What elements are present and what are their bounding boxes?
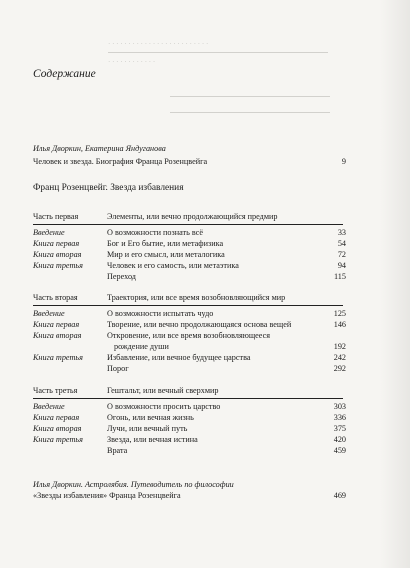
entry-page: 242 <box>333 353 346 362</box>
entry-page: 146 <box>333 320 346 329</box>
entry-page: 72 <box>337 250 346 259</box>
entry-page: 459 <box>333 446 346 455</box>
show-through-rule <box>108 52 328 53</box>
entry-page: 336 <box>333 413 346 422</box>
entry-page: 125 <box>333 309 346 318</box>
entry-page: 192 <box>333 342 346 351</box>
entry-label: Книга первая <box>33 413 80 422</box>
entry-text: Врата <box>107 446 128 455</box>
entry-page: 375 <box>333 424 346 433</box>
entry-text-continued: рождение души <box>114 342 169 351</box>
entry-text: Творение, или вечно продолжающаяся основа вещей <box>107 320 292 329</box>
intro-page: 9 <box>341 157 346 166</box>
entry-page: 115 <box>334 272 346 281</box>
page-title: Содержание <box>33 68 96 80</box>
entry-text: О возможности познать всё <box>107 228 203 237</box>
entry-label: Введение <box>33 402 65 411</box>
entry-label: Книга первая <box>33 320 80 329</box>
entry-label: Книга третья <box>33 353 83 362</box>
entry-text: Избавление, или вечное будущее царства <box>107 353 251 362</box>
entry-text: Порог <box>107 364 129 373</box>
part-title: Элементы, или вечно продолжающийся предмир <box>107 212 278 221</box>
part-rule <box>33 224 343 225</box>
show-through-text: · · · · · · · · · · · · · · · · · · · · · · · · · <box>108 40 209 48</box>
book-title: Франц Розенцвейг. Звезда избавления <box>33 183 184 193</box>
entry-label: Книга вторая <box>33 250 82 259</box>
part-rule <box>33 398 343 399</box>
entry-text: Огонь, или вечная жизнь <box>107 413 194 422</box>
entry-text: О возможности испытать чудо <box>107 309 214 318</box>
entry-text: Лучи, или вечный путь <box>107 424 188 433</box>
part-title: Гештальт, или вечный сверхмир <box>107 386 219 395</box>
entry-text: Переход <box>107 272 136 281</box>
entry-label: Книга вторая <box>33 331 82 340</box>
show-through-rule <box>170 112 330 113</box>
entry-page: 292 <box>333 364 346 373</box>
entry-text: Человек и его самость, или метаэтика <box>107 261 239 270</box>
outro-line-2: «Звезды избавления» Франца Розенцвейга <box>33 491 181 500</box>
part-label: Часть третья <box>33 386 78 395</box>
entry-text: Звезда, или вечная истина <box>107 435 198 444</box>
entry-label: Книга третья <box>33 261 83 270</box>
entry-label: Введение <box>33 309 65 318</box>
part-label: Часть вторая <box>33 293 78 302</box>
part-rule <box>33 305 343 306</box>
outro-line-1: Илья Дворкин. Астролябия. Путеводитель по философии <box>33 480 234 489</box>
entry-page: 420 <box>333 435 346 444</box>
entry-label: Книга третья <box>33 435 83 444</box>
intro-authors: Илья Дворкин, Екатерина Яндуганова <box>33 144 166 153</box>
entry-text: Бог и Его бытие, или метафизика <box>107 239 224 248</box>
part-label: Часть первая <box>33 212 79 221</box>
entry-page: 33 <box>337 228 346 237</box>
intro-title: Человек и звезда. Биография Франца Розенцвейга <box>33 157 208 166</box>
entry-label: Книга первая <box>33 239 80 248</box>
part-title: Траектория, или все время возобновляющийся мир <box>107 293 286 302</box>
show-through-rule <box>170 96 330 97</box>
entry-page: 303 <box>333 402 346 411</box>
entry-page: 54 <box>337 239 346 248</box>
show-through-text: · · · · · · · · · · · · <box>108 58 156 66</box>
entry-page: 94 <box>337 261 346 270</box>
entry-text: Откровение, или все время возобновляющееся <box>107 331 271 340</box>
entry-text: Мир и его смысл, или металогика <box>107 250 225 259</box>
outro-page: 469 <box>333 491 346 500</box>
entry-label: Книга вторая <box>33 424 82 433</box>
page-edge-shadow <box>380 0 410 568</box>
entry-label: Введение <box>33 228 65 237</box>
entry-text: О возможности просить царство <box>107 402 221 411</box>
